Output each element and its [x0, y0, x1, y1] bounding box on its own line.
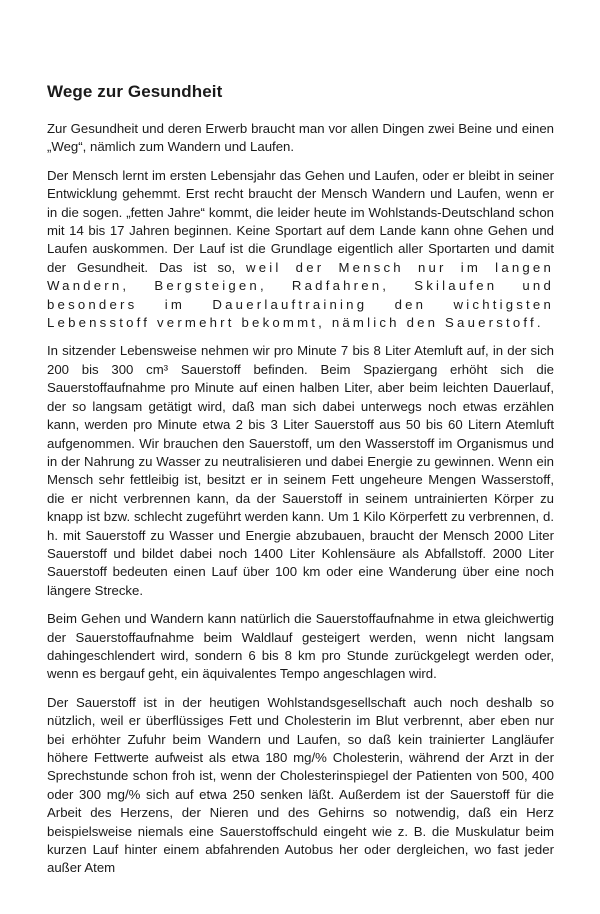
paragraph-2: [47, 167, 554, 333]
paragraph-text: Zur Gesundheit und deren Erwerb braucht man vor allen Dingen zwei Beine und einen „Weg“, nämlich zum Wandern und Laufen.: [47, 121, 554, 155]
paragraph-1: [47, 120, 554, 157]
paragraph-text: Beim Gehen und Wandern kann natürlich die Sauerstoffaufnahme in etwa gleichwertig der Sauerstoffaufnahme beim Waldlauf gesteigert werden, wenn nicht langsam dahingeschlendert wird, sondern 6 bis 8 km pro Stunde zurückgelegt werden oder, wenn es bergauf geht, ein äquivalentes Tempo angeschlagen wird.: [47, 611, 554, 682]
emphasized-text: weil der Mensch nur im langen Wandern, Bergsteigen, Radfahren, Skilaufen und besonders im Dauerlauftraining den wichtigsten Lebensstoff vermehrt bekommt, nämlich den Sauerstoff.: [47, 259, 554, 331]
paragraph-4: [47, 610, 554, 684]
paragraph-5: [47, 694, 554, 878]
page-title: Wege zur Gesundheit: [47, 82, 223, 101]
body-text: [47, 120, 554, 888]
paragraph-text: In sitzender Lebensweise nehmen wir pro Minute 7 bis 8 Liter Atemluft auf, in der sich 200 bis 300 cm³ Sauerstoff befinden. Beim Spaziergang erhöht sich die Sauerstoffaufnahme pro Minute auf einen halben Liter, aber beim leichten Dauerlauf, der so langsam getätigt wird, daß man sich dabei unterwegs noch etwas erzählen kann, werden pro Minute etwa 2 bis 3 Liter Sauerstoff aus 50 bis 60 Litern Atemluft aufgenommen. Wir brauchen den Sauerstoff, um den Wasserstoff im Organismus und in der Nahrung zu Wasser zu neutralisieren und dabei Energie zu gewinnen. Wenn ein Mensch sehr fettleibig ist, besitzt er in seinem Fett ungeheure Mengen Wasserstoff, die er nicht verbrennen kann, da der Sauerstoff in seinem untrainierten Körper zu knapp ist bzw. schlecht zugeführt werden kann. Um 1 Kilo Körperfett zu verbrennen, d. h. mit Sauerstoff zu Wasser und Energie abzubauen, braucht der Mensch 2000 Liter Sauerstoff und bildet dabei noch 1400 Liter Kohlensäure als Abfallstoff. 2000 Liter Sauerstoff bedeuten einen Lauf über 100 km oder eine Wanderung über eine noch längere Strecke.: [47, 343, 554, 598]
paragraph-3: [47, 342, 554, 600]
paragraph-text: Der Sauerstoff ist in der heutigen Wohlstandsgesellschaft auch noch deshalb so nützlich, weil er überflüssiges Fett und Cholesterin im Blut verbrennt, aber eben nur bei erhöhter Zufuhr beim Wandern und Laufen, so daß kein trainierter Langläufer höhere Fettwerte aufweist als etwa 180 mg/% Cholesterin, während der Arzt in der Sprechstunde schon froh ist, wenn der Cholesterinspiegel der Patienten von 500, 400 oder 300 mg/% sich auf etwa 250 senken läßt. Außerdem ist der Sauerstoff für die Arbeit des Herzens, der Nieren und des Gehirns so notwendig, daß ein Herz beispielsweise niemals eine Sauerstoffschuld eingeht wie z. B. die Muskulatur beim kurzen Lauf hinter einem abfahrenden Autobus her oder dergleichen, wo fast jeder außer Atem: [47, 694, 554, 876]
paragraph-text: Der Mensch lernt im ersten Lebensjahr das Gehen und Laufen, oder er bleibt in seiner Entwicklung gehemmt. Erst recht braucht der Mensch Wandern und Laufen, wenn er in die sogen. „fetten Jahre“ kommt, die leider heute im Wohlstands-Deutschland schon mit 14 bis 17 Jahren beginnen. Keine Sportart auf dem Lande kann ohne Gehen und Laufen auskommen. Der Lauf ist die Grundlage eigentlich aller Sportarten und damit der Gesundheit. Das ist so,: [47, 167, 554, 275]
